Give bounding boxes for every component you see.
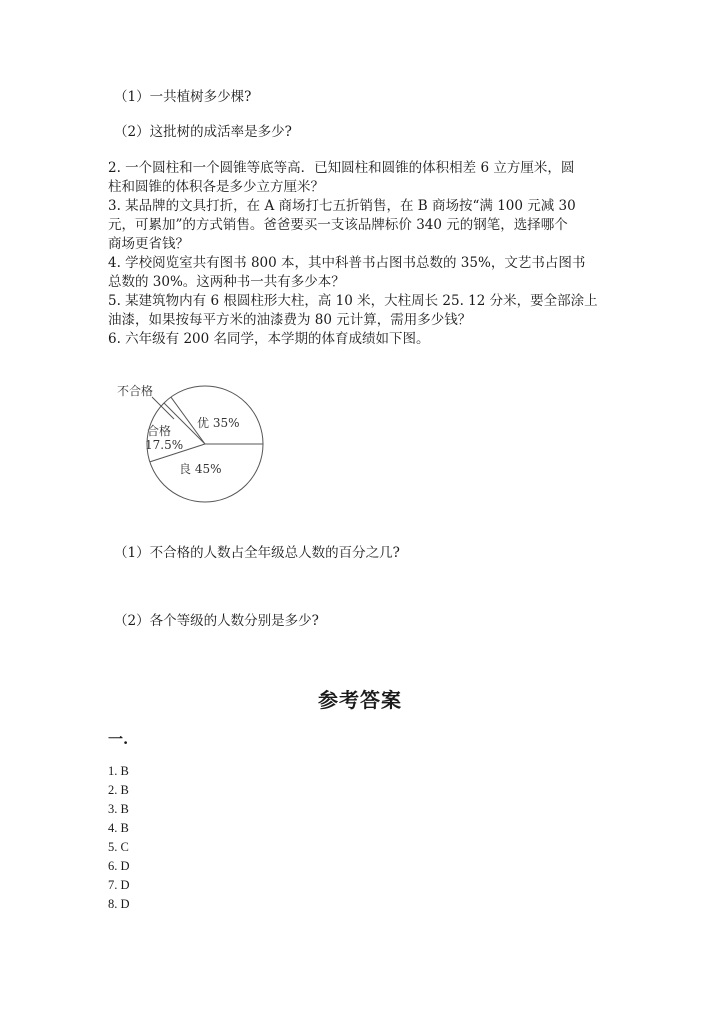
answer-title: 参考答案 bbox=[318, 688, 402, 712]
q4-line2: 总数的 30%。这两种书一共有多少本？ bbox=[108, 274, 345, 290]
q4-line1: 4. 学校阅览室共有图书 800 本，其中科普书占图书总数的 35%，文艺书占图书 bbox=[108, 255, 586, 271]
slice-label-good: 良 45% bbox=[179, 462, 222, 476]
q1-sub2: （2）这批树的成活率是多少? bbox=[114, 124, 292, 140]
answer-item-2: 2. B bbox=[108, 783, 129, 797]
answer-item-5: 5. C bbox=[108, 840, 129, 854]
answer-item-6: 6. D bbox=[108, 859, 130, 873]
answer-section-label: 一. bbox=[108, 730, 129, 748]
q3-line3: 商场更省钱？ bbox=[108, 236, 189, 252]
answer-item-7: 7. D bbox=[108, 878, 130, 892]
slice-label-fail: 不合格 bbox=[117, 384, 154, 398]
answer-item-1: 1. B bbox=[108, 764, 129, 778]
slice-label-pass: 合格 bbox=[147, 424, 172, 438]
q3-line1: 3. 某品牌的文具打折，在 A 商场打七五折销售，在 B 商场按“满 100 元减 30 bbox=[108, 198, 576, 214]
pie-leader-line bbox=[152, 397, 174, 419]
q6-line1: 6. 六年级有 200 名同学，本学期的体育成绩如下图。 bbox=[108, 331, 430, 347]
answer-item-4: 4. B bbox=[108, 821, 129, 835]
answer-item-3: 3. B bbox=[108, 802, 129, 816]
q2-line1: 2. 一个圆柱和一个圆锥等底等高．已知圆柱和圆锥的体积相差 6 立方厘米，圆 bbox=[108, 160, 575, 176]
q2-line2: 柱和圆锥的体积各是多少立方厘米？ bbox=[108, 179, 324, 195]
answer-item-8: 8. D bbox=[108, 897, 130, 911]
pie-chart bbox=[108, 375, 308, 515]
q1-sub1: （1）一共植树多少棵? bbox=[114, 89, 252, 105]
slice-value-pass: 17.5% bbox=[145, 438, 184, 452]
q6-sub2: （2）各个等级的人数分别是多少? bbox=[114, 613, 319, 629]
q5-line2: 油漆，如果按每平方米的油漆费为 80 元计算，需用多少钱？ bbox=[108, 312, 472, 328]
q6-sub1: （1）不合格的人数占全年级总人数的百分之几? bbox=[114, 545, 400, 561]
slice-label-excellent: 优 35% bbox=[197, 416, 240, 430]
q3-line2: 元，可累加”的方式销售。爸爸要买一支该品牌标价 340 元的钢笔，选择哪个 bbox=[108, 217, 568, 233]
q5-line1: 5. 某建筑物内有 6 根圆柱形大柱，高 10 米，大柱周长 25. 12 分米，要全部涂上 bbox=[108, 293, 598, 309]
